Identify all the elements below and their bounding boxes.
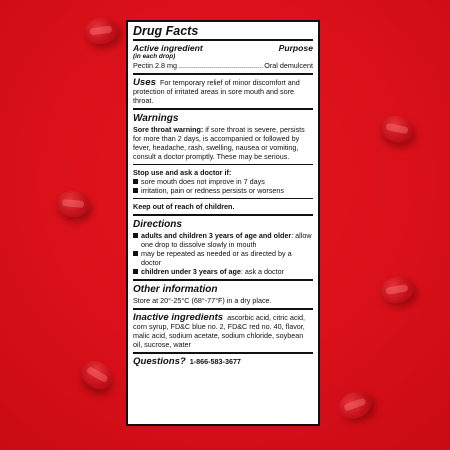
active-ingredient-heading: Active ingredient [133, 43, 203, 53]
ingredient-name: Pectin 2.8 mg [133, 61, 177, 70]
list-item [133, 267, 313, 276]
uses-text: For temporary relief of minor discomfort and protection of irritated areas in sore mouth and sore throat. [133, 78, 300, 105]
stop-use-heading: Stop use and ask a doctor if: [133, 168, 232, 177]
adults-text: : allow one drop to dissolve slowly in mouth [141, 231, 312, 249]
children-label: children under 3 years of age [141, 267, 241, 276]
uses-paragraph [133, 78, 313, 105]
active-header-row [133, 44, 313, 53]
drug-facts-label [126, 20, 320, 426]
active-subheading: (in each drop) [133, 53, 176, 60]
other-information-section [133, 279, 313, 308]
inactive-ingredients-section [133, 308, 313, 352]
uses-section [133, 73, 313, 108]
warnings-heading: Warnings [133, 113, 179, 124]
directions-heading: Directions [133, 219, 182, 230]
other-information-heading: Other information [133, 284, 218, 295]
stop-use-section [133, 164, 313, 198]
ingredient-purpose: Oral demulcent [264, 61, 313, 70]
keep-out-section [133, 198, 313, 214]
questions-heading: Questions? [133, 356, 186, 367]
warnings-section [133, 108, 313, 164]
stop-use-list [133, 177, 313, 195]
list-item: may be repeated as needed or as directed by a doctor [133, 249, 313, 267]
children-text: : ask a doctor [240, 267, 285, 276]
active-ingredient-row [133, 60, 313, 70]
other-information-text: Store at 20°-25°C (68°-77°F) in a dry place. [133, 296, 272, 305]
list-item: sore mouth does not improve in 7 days [133, 177, 313, 186]
inactive-paragraph [133, 313, 313, 349]
list-item [133, 231, 313, 249]
purpose-heading: Purpose [278, 43, 313, 53]
list-item: irritation, pain or redness persists or worsens [133, 186, 313, 195]
keep-out-text: Keep out of reach of children. [133, 202, 235, 211]
inactive-heading: Inactive ingredients [133, 312, 224, 323]
sore-throat-warning [133, 125, 313, 161]
questions-section [133, 352, 313, 369]
directions-list [133, 231, 313, 276]
directions-section [133, 214, 313, 279]
adults-label: adults and children 3 years of age and older [141, 231, 292, 240]
sore-throat-label: Sore throat warning: [133, 125, 204, 134]
uses-heading: Uses [133, 77, 156, 88]
inactive-text: ascorbic acid, citric acid, corn syrup, FD&C blue no. 2, FD&C red no. 40, flavor, malic acid, sodium acetate, sodium chloride, soybean oil, sucrose, water [133, 313, 305, 349]
phone-number: 1-866-583-3677 [189, 357, 241, 366]
active-ingredient-section [133, 39, 313, 73]
drug-facts-title: Drug Facts [133, 24, 199, 38]
dot-leader [178, 61, 263, 70]
sore-throat-text: if sore throat is severe, persists for more than 2 days, is accompanied or followed by fever, headache, rash, swelling, nausea or vomiting, consult a doctor promptly. These may be serious. [133, 125, 305, 161]
